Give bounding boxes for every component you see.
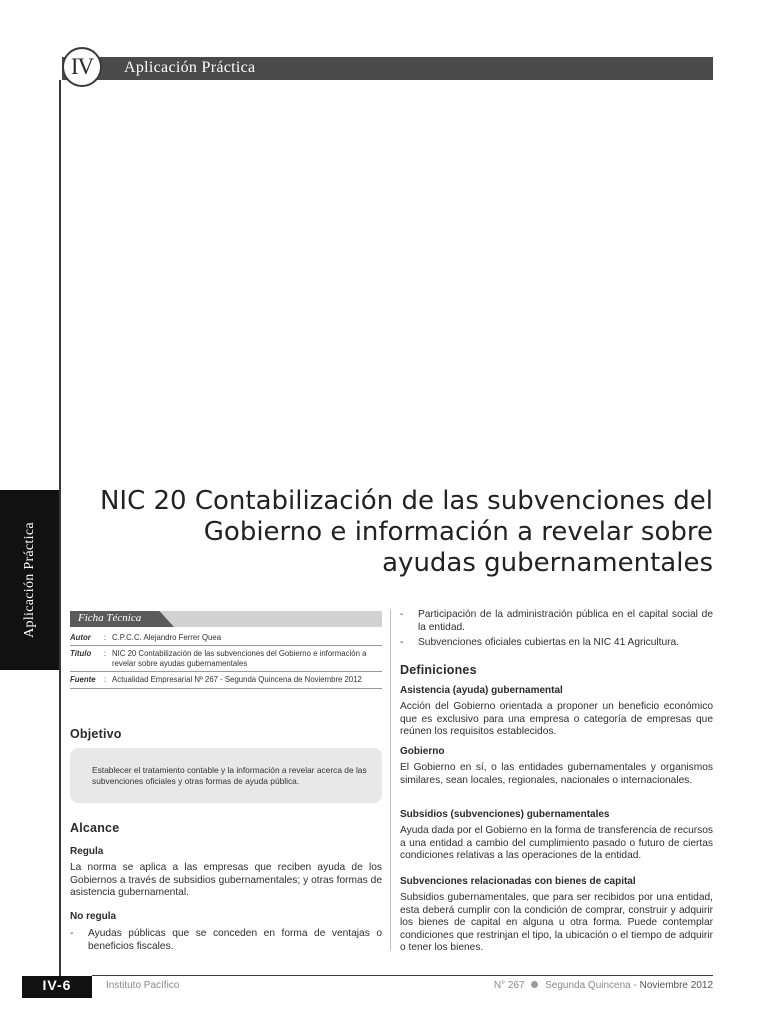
ficha-row-titulo — [70, 649, 382, 669]
definition-term: Subvenciones relacionadas con bienes de capital — [400, 876, 636, 887]
definition-term: Gobierno — [400, 746, 445, 757]
bullet-dash: - — [70, 928, 74, 939]
definition-term: Asistencia (ayuda) gubernamental — [400, 685, 563, 696]
bullet-item — [400, 609, 713, 634]
article-title-line: Gobierno e información a revelar sobre — [203, 517, 713, 547]
dot-icon — [531, 981, 538, 988]
ficha-colon: : — [103, 633, 107, 642]
issue-separator: - — [633, 980, 640, 991]
objetivo-text: Establecer el tratamiento contable y la información a revelar acerca de las subvenciones oficiales y otras formas de ayuda pública. — [92, 765, 367, 786]
ficha-colon: : — [103, 649, 107, 658]
ficha-key: Fuente — [70, 675, 96, 684]
ficha-value: Actualidad Empresarial Nº 267 - Segunda Quincena de Noviembre 2012 — [112, 675, 362, 684]
regula-heading: Regula — [70, 846, 104, 857]
definition-term: Subsidios (subvenciones) gubernamentales — [400, 809, 610, 820]
ficha-value: NIC 20 Contabilización de las subvenciones del Gobierno e información a revelar sobre ayudas gubernamentales — [112, 649, 367, 668]
issue-number: N° 267 — [493, 980, 525, 991]
no-regula-item — [70, 928, 382, 953]
side-tab-label: Aplicación Práctica — [22, 522, 37, 638]
regula-text: La norma se aplica a las empresas que reciben ayuda de los Gobiernos a través de subsidios gubernamentales; y otras formas de asistencia gubernamental. — [70, 862, 382, 898]
ficha-key: Autor — [70, 633, 91, 642]
definition-text: Ayuda dada por el Gobierno en la forma de transferencia de recursos a una entidad a cambio del cumplimiento pasado o futuro de ciertas condiciones relativas a las operaciones de la entidad. — [400, 825, 713, 861]
issue-period: Segunda Quincena — [545, 980, 631, 991]
bullet-dash: - — [400, 637, 404, 648]
column-divider — [390, 610, 391, 950]
definiciones-heading: Definiciones — [400, 663, 477, 677]
definition-text: Subsidios gubernamentales, que para ser recibidos por una entidad, esta deberá cumplir con la condición de comprar, construir y adquirir los bienes de capital en alguna u otra forma. Puede contemplar condiciones que restrinjan el tipo, la ubicación o el tiempo de adquirir o tener los bienes. — [400, 892, 713, 953]
bullet-dash: - — [400, 609, 404, 620]
article-title-line: ayudas gubernamentales — [382, 548, 713, 578]
definition-text: Acción del Gobierno orientada a proponer un beneficio económico que es exclusivo para una empresa o categoría de empresas que reúnen los requisitos establecidos. — [400, 701, 713, 737]
ficha-value: C.P.C.C. Alejandro Ferrer Quea — [112, 633, 222, 642]
issue-month: Noviembre 2012 — [639, 980, 713, 991]
bullet-item-text: Subvenciones oficiales cubiertas en la NIC 41 Agricultura. — [418, 637, 680, 648]
ficha-colon: : — [103, 675, 107, 684]
ficha-divider — [70, 645, 382, 646]
footer-publisher: Instituto Pacífico — [106, 980, 180, 991]
article-title — [70, 486, 713, 579]
page-number: IV-6 — [42, 977, 72, 993]
no-regula-item-text: Ayudas públicas que se conceden en forma de ventajas o beneficios fiscales. — [88, 928, 382, 952]
alcance-heading: Alcance — [70, 821, 120, 835]
article-title-line: NIC 20 Contabilización de las subvenciones del — [99, 486, 713, 516]
bullet-item — [400, 637, 713, 650]
ficha-row-fuente — [70, 675, 382, 685]
left-margin-rule — [59, 80, 61, 976]
ficha-row-autor — [70, 633, 382, 643]
ficha-divider — [70, 688, 382, 689]
bullet-item-text: Participación de la administración pública en el capital social de la entidad. — [418, 609, 713, 633]
definition-text: El Gobierno en sí, o las entidades gubernamentales y organismos similares, sean locales, regionales, nacionales o internacionales. — [400, 762, 713, 786]
section-badge: IV — [62, 47, 102, 87]
ficha-divider — [70, 671, 382, 672]
footer-issue — [482, 980, 713, 991]
section-title: Aplicación Práctica — [124, 59, 256, 76]
objetivo-heading: Objetivo — [70, 727, 122, 741]
ficha-key: Título — [70, 649, 92, 658]
footer-rule — [92, 975, 713, 976]
ficha-label: Ficha Técnica — [78, 612, 142, 624]
no-regula-heading: No regula — [70, 911, 117, 922]
